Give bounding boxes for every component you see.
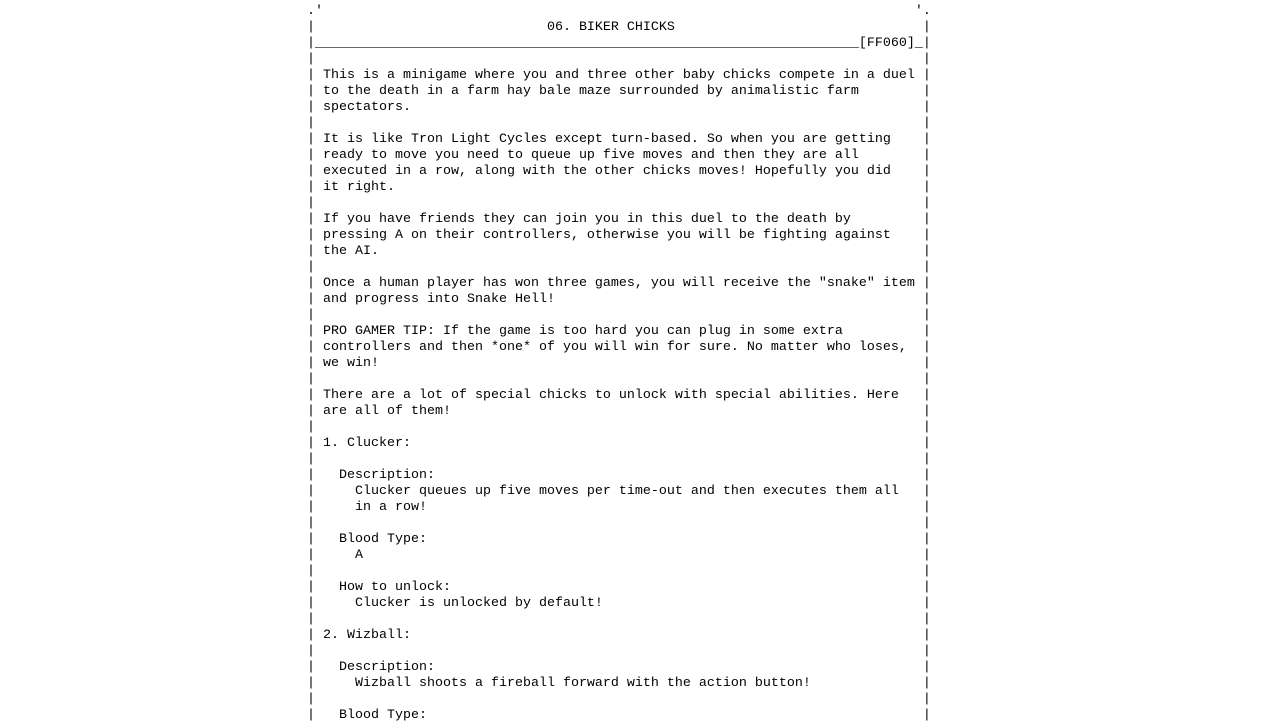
faq-line: | How to unlock: | — [307, 580, 931, 595]
faq-line: | | — [307, 564, 931, 579]
faq-line: | | — [307, 196, 931, 211]
faq-document — [307, 0, 931, 724]
faq-line: | Clucker queues up five moves per time-out and then executes them all | — [307, 484, 931, 499]
faq-line: | If you have friends they can join you in this duel to the death by | — [307, 212, 931, 227]
faq-line: | It is like Tron Light Cycles except turn-based. So when you are getting | — [307, 132, 931, 147]
faq-line: | to the death in a farm hay bale maze surrounded by animalistic farm | — [307, 84, 931, 99]
faq-line: | Description: | — [307, 660, 931, 675]
faq-line: | | — [307, 116, 931, 131]
faq-line: | ready to move you need to queue up five moves and then they are all | — [307, 148, 931, 163]
faq-line: .' '. — [307, 4, 931, 19]
faq-line: |____________________________________________________________________[FF060]_| — [307, 36, 931, 51]
faq-line: | Once a human player has won three games, you will receive the "snake" item | — [307, 276, 931, 291]
faq-line: | | — [307, 452, 931, 467]
faq-line: | Blood Type: | — [307, 532, 931, 547]
faq-line: | | — [307, 516, 931, 531]
faq-line: | | — [307, 692, 931, 707]
faq-line: | | — [307, 52, 931, 67]
faq-line: | executed in a row, along with the other chicks moves! Hopefully you did | — [307, 164, 931, 179]
faq-line: | 2. Wizball: | — [307, 628, 931, 643]
faq-line: | A | — [307, 548, 931, 563]
faq-line: | This is a minigame where you and three other baby chicks compete in a duel | — [307, 68, 931, 83]
faq-line: | There are a lot of special chicks to unlock with special abilities. Here | — [307, 388, 931, 403]
faq-line: | in a row! | — [307, 500, 931, 515]
faq-line: | | — [307, 612, 931, 627]
faq-line: | pressing A on their controllers, otherwise you will be fighting against | — [307, 228, 931, 243]
faq-line: | | — [307, 260, 931, 275]
faq-line: | it right. | — [307, 180, 931, 195]
faq-line: | | — [307, 308, 931, 323]
faq-line: | Description: | — [307, 468, 931, 483]
faq-line: | PRO GAMER TIP: If the game is too hard you can plug in some extra | — [307, 324, 931, 339]
faq-line: | are all of them! | — [307, 404, 931, 419]
faq-line: | spectators. | — [307, 100, 931, 115]
faq-line: | and progress into Snake Hell! | — [307, 292, 931, 307]
faq-line: | 1. Clucker: | — [307, 436, 931, 451]
faq-line: | | — [307, 372, 931, 387]
faq-line: | Wizball shoots a fireball forward with the action button! | — [307, 676, 931, 691]
faq-line: | | — [307, 644, 931, 659]
faq-line: | the AI. | — [307, 244, 931, 259]
faq-line: | we win! | — [307, 356, 931, 371]
faq-line: | Clucker is unlocked by default! | — [307, 596, 931, 611]
faq-line: | | — [307, 420, 931, 435]
faq-line: | controllers and then *one* of you will win for sure. No matter who loses, | — [307, 340, 931, 355]
faq-line: | Blood Type: | — [307, 708, 931, 723]
faq-line: | 06. BIKER CHICKS | — [307, 20, 931, 35]
